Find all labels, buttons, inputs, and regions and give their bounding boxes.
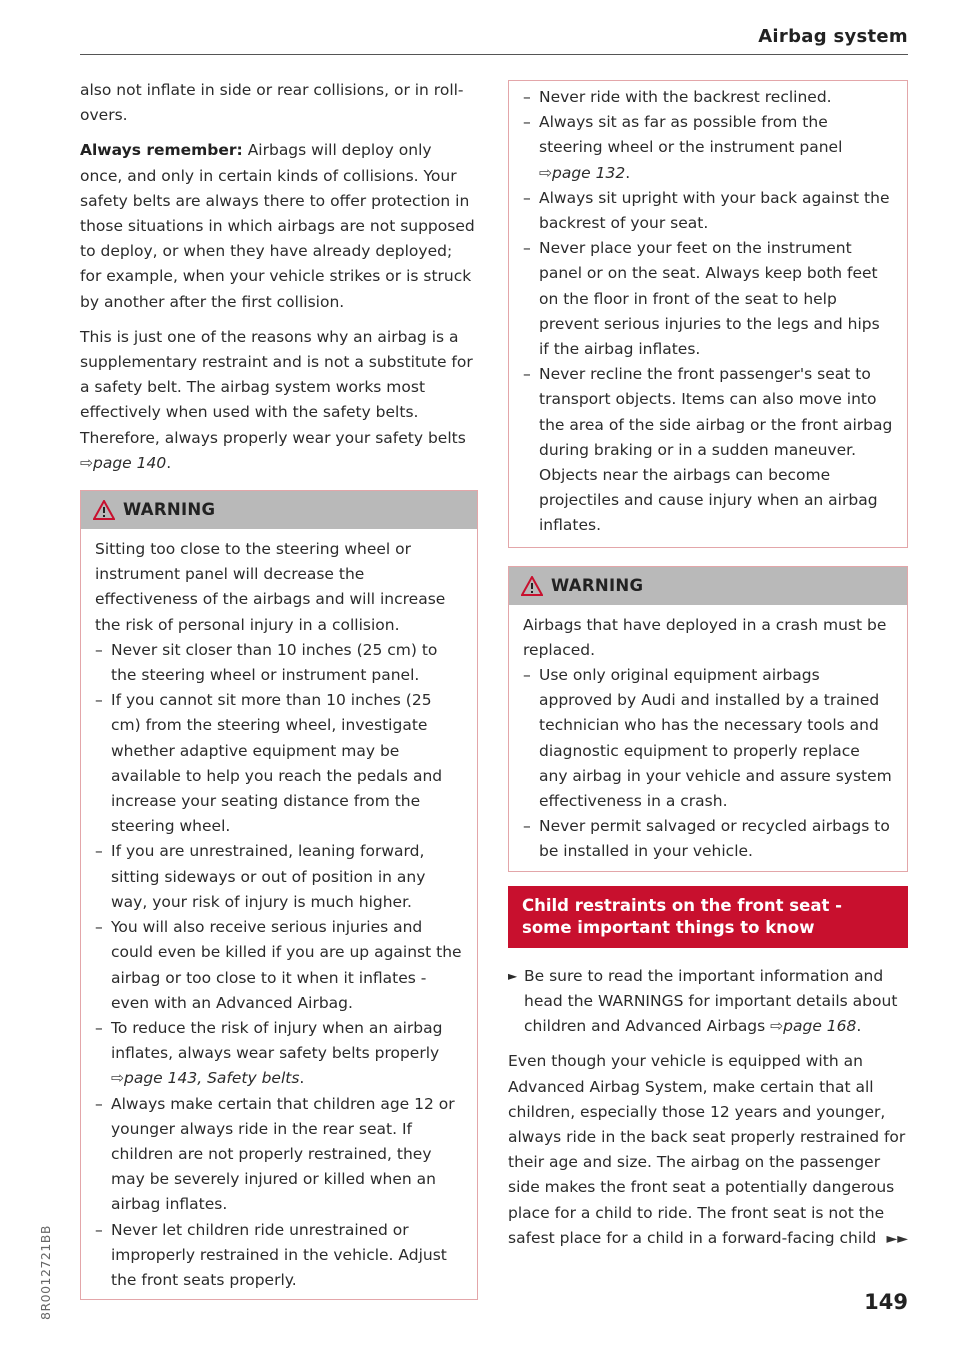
list-item: – Never ride with the backrest reclined. bbox=[523, 85, 893, 110]
instruction: ► Be sure to read the important information and head the WARNINGS for important details about children and Advanced Airbags ⇨page 168. bbox=[508, 964, 908, 1040]
warning-triangle-icon bbox=[93, 500, 115, 520]
paragraph-text: This is just one of the reasons why an airbag is a supplementary restraint and is not a substitute for a safety belt. The airbag system works most effectively when used with the safety belts. Therefore, always properly wear your safety belts bbox=[80, 327, 473, 447]
list-item: – Never let children ride unrestrained or improperly restrained in the vehicle. Adjust the front seats properly. bbox=[95, 1218, 463, 1294]
paragraph: also not inflate in side or rear collisions, or in roll-overs. bbox=[80, 81, 464, 125]
page-reference[interactable]: ⇨page 143, Safety belts bbox=[111, 1069, 300, 1088]
bullet-triangle-icon: ► bbox=[508, 968, 518, 983]
continue-arrow-icon: ►► bbox=[886, 1230, 908, 1247]
warning-body bbox=[509, 605, 907, 871]
list-item: – Never place your feet on the instrument panel or on the seat. Always keep both feet on the floor in front of the seat to help prevent serious injuries to the legs and hips if the airbag inflates. bbox=[523, 236, 893, 362]
warning-body bbox=[81, 529, 477, 1299]
warning-title: WARNING bbox=[551, 576, 644, 596]
arrow-right-icon: ⇨ bbox=[111, 1069, 124, 1088]
list-item: – Always sit as far as possible from the steering wheel or the instrument panel ⇨page 132. bbox=[523, 110, 893, 186]
warning-title: WARNING bbox=[123, 500, 216, 520]
list-item: – If you cannot sit more than 10 inches (25 cm) from the steering wheel, investigate whether adaptive equipment may be available to help you reach the pedals and increase your seating distance from the steering wheel. bbox=[95, 688, 463, 839]
side-code: 8R0012721BB bbox=[38, 1225, 53, 1320]
always-remember-label: Always remember: bbox=[80, 141, 243, 160]
list-item: – Use only original equipment airbags approved by Audi and installed by a trained technician who has the necessary tools and diagnostic equipment to properly replace any airbag in your vehicle and assure system effectiveness in a crash. bbox=[523, 663, 893, 814]
warning-box bbox=[80, 490, 478, 1300]
paragraph: This is just one of the reasons why an airbag is a supplementary restraint and is not a substitute for a safety belt. The airbag system works most effectively when used with the safety belts. Therefore, always properly wear your safety belts ⇨page 140. bbox=[80, 327, 473, 472]
arrow-right-icon: ⇨ bbox=[80, 453, 93, 472]
list-item: – If you are unrestrained, leaning forward, sitting sideways or out of position in any way, your risk of injury is much higher. bbox=[95, 839, 463, 915]
page-number: 149 bbox=[864, 1290, 908, 1314]
list-item: – Always sit upright with your back against the backrest of your seat. bbox=[523, 186, 893, 236]
warning-list bbox=[523, 85, 893, 539]
warning-intro: Sitting too close to the steering wheel or instrument panel will decrease the effectiveness of the airbags and will increase the risk of personal injury in a collision. bbox=[95, 540, 446, 634]
page-reference[interactable]: ⇨page 140 bbox=[80, 453, 167, 472]
list-item: – Always make certain that children age 12 or younger always ride in the rear seat. If children are not properly restrained, they may be severely injured or killed when an airbag inflates. bbox=[95, 1092, 463, 1218]
list-item: – You will also receive serious injuries and could even be killed if you are up against the airbag or too close to it when it inflates - even with an Advanced Airbag. bbox=[95, 915, 463, 1016]
paragraph bbox=[80, 138, 478, 314]
arrow-right-icon: ⇨ bbox=[539, 163, 552, 182]
continued-warning-box bbox=[508, 80, 908, 548]
list-item: – Never sit closer than 10 inches (25 cm) to the steering wheel or instrument panel. bbox=[95, 638, 463, 688]
list-item: – To reduce the risk of injury when an airbag inflates, always wear safety belts properly ⇨page 143, Safety belts. bbox=[95, 1016, 463, 1092]
warning-box bbox=[508, 566, 908, 872]
list-item: – Never permit salvaged or recycled airbags to be installed in your vehicle. bbox=[523, 814, 893, 864]
warning-triangle-icon bbox=[521, 576, 543, 596]
page-reference[interactable]: ⇨page 168 bbox=[770, 1017, 857, 1036]
right-column bbox=[508, 80, 908, 1261]
body-paragraph: Even though your vehicle is equipped with an Advanced Airbag System, make certain that all children, especially those 12 years and younger, always ride in the back seat properly restrained for their age and size. The airbag on the passenger side makes the front seat a potentially dangerous place for a child to ride. The front seat is not the safest place for a child in a forward-facing child ►► bbox=[508, 1049, 908, 1251]
list-item: – Never recline the front passenger's seat to transport objects. Items can also move into the area of the side airbag or the front airbag during braking or in a sudden maneuver. Objects near the airbags can become projectiles and cause injury when an airbag inflates. bbox=[523, 362, 893, 538]
warning-header bbox=[509, 567, 907, 605]
header-title: Airbag system bbox=[758, 26, 908, 47]
page-reference[interactable]: ⇨page 132 bbox=[539, 163, 626, 182]
paragraph-text: Airbags will deploy only once, and only in certain kinds of collisions. Your safety belts are always there to offer protection in those situations in which airbags are not supposed to deploy, or when they have already deployed; for example, when your vehicle strikes or is struck by another after the first collision. bbox=[80, 141, 475, 311]
section-heading: Child restraints on the front seat - some important things to know bbox=[508, 886, 908, 948]
warning-list bbox=[523, 663, 893, 865]
warning-intro: Airbags that have deployed in a crash must be replaced. bbox=[523, 615, 887, 659]
header-rule bbox=[80, 54, 908, 55]
arrow-right-icon: ⇨ bbox=[770, 1017, 784, 1036]
warning-header bbox=[81, 491, 477, 529]
warning-list bbox=[95, 638, 463, 1293]
left-column bbox=[80, 78, 478, 1314]
